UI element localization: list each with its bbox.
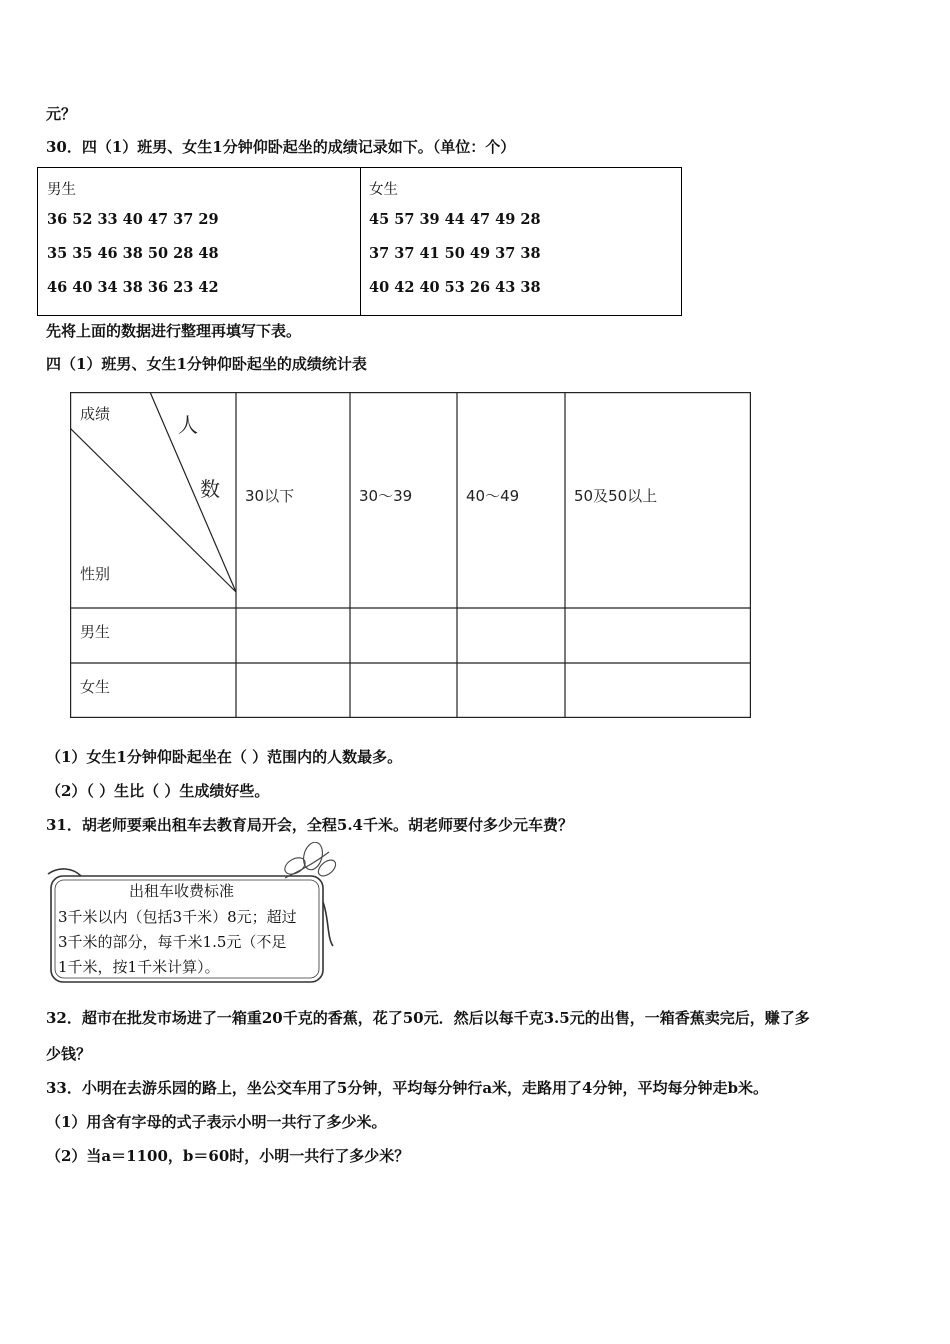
taxi-card-line: 3千米的部分，每千米1.5元（不足 xyxy=(58,933,287,951)
taxi-fare-card xyxy=(45,842,337,987)
range-header: 50及50以上 xyxy=(574,487,658,505)
question-33-sub-2: （2）当a＝1100，b＝60时，小明一共行了多少米？ xyxy=(46,1147,410,1165)
question-32-line-2: 少钱？ xyxy=(46,1045,92,1063)
question-33-sub-1: （1）用含有字母的式子表示小明一共行了多少米。 xyxy=(46,1113,387,1131)
question-30-instruction: 先将上面的数据进行整理再填写下表。 xyxy=(46,322,302,340)
boys-row: 35 35 46 38 50 28 48 xyxy=(47,245,219,262)
boys-header: 男生 xyxy=(47,182,76,198)
stat-table xyxy=(70,392,751,718)
question-31: 31．胡老师要乘出租车去教育局开会，全程5.4千米。胡老师要付多少元车费？ xyxy=(46,816,573,834)
girls-row: 40 42 40 53 26 43 38 xyxy=(369,279,541,296)
girls-row: 45 57 39 44 47 49 28 xyxy=(369,211,541,228)
prev-question-tail: 元？ xyxy=(46,105,77,123)
range-header: 30以下 xyxy=(245,487,295,505)
boys-row: 36 52 33 40 47 37 29 xyxy=(47,211,219,228)
row-label-boys: 男生 xyxy=(80,623,111,641)
question-33: 33．小明在去游乐园的路上，坐公交车用了5分钟，平均每分钟行a米，走路用了4分钟，平均每分钟走b米。 xyxy=(46,1079,768,1097)
score-record-table xyxy=(37,167,682,316)
taxi-card-line: 3千米以内（包括3千米）8元；超过 xyxy=(58,908,297,926)
question-32-line-1: 32．超市在批发市场进了一箱重20千克的香蕉，花了50元．然后以每千克3.5元的出售，一箱香蕉卖完后，赚了多 xyxy=(46,1009,810,1027)
row-label-girls: 女生 xyxy=(80,678,111,696)
girls-header: 女生 xyxy=(369,182,398,198)
question-30-sub-1: （1）女生1分钟仰卧起坐在（ ）范围内的人数最多。 xyxy=(46,748,403,766)
boys-row: 46 40 34 38 36 23 42 xyxy=(47,279,219,296)
stat-table-title: 四（1）班男、女生1分钟仰卧起坐的成绩统计表 xyxy=(46,355,367,373)
corner-count-label: 人 xyxy=(178,413,198,437)
corner-score-label: 成绩 xyxy=(80,405,111,423)
leaf-decoration-icon xyxy=(282,842,337,879)
boys-column xyxy=(38,168,361,315)
corner-gender-label: 性别 xyxy=(80,565,111,583)
taxi-card-title: 出租车收费标准 xyxy=(129,882,235,900)
girls-row: 37 37 41 50 49 37 38 xyxy=(369,245,541,262)
question-30-sub-2: （2）（ ）生比（ ）生成绩好些。 xyxy=(46,782,270,800)
taxi-card-line: 1千米，按1千米计算）。 xyxy=(58,958,220,976)
girls-column xyxy=(360,168,680,315)
corner-count-label: 数 xyxy=(200,477,220,501)
stat-table-grid xyxy=(70,392,751,718)
range-header: 30～39 xyxy=(359,487,413,505)
question-30: 30．四（1）班男、女生1分钟仰卧起坐的成绩记录如下。（单位：个） xyxy=(46,138,516,156)
range-header: 40～49 xyxy=(466,487,520,505)
